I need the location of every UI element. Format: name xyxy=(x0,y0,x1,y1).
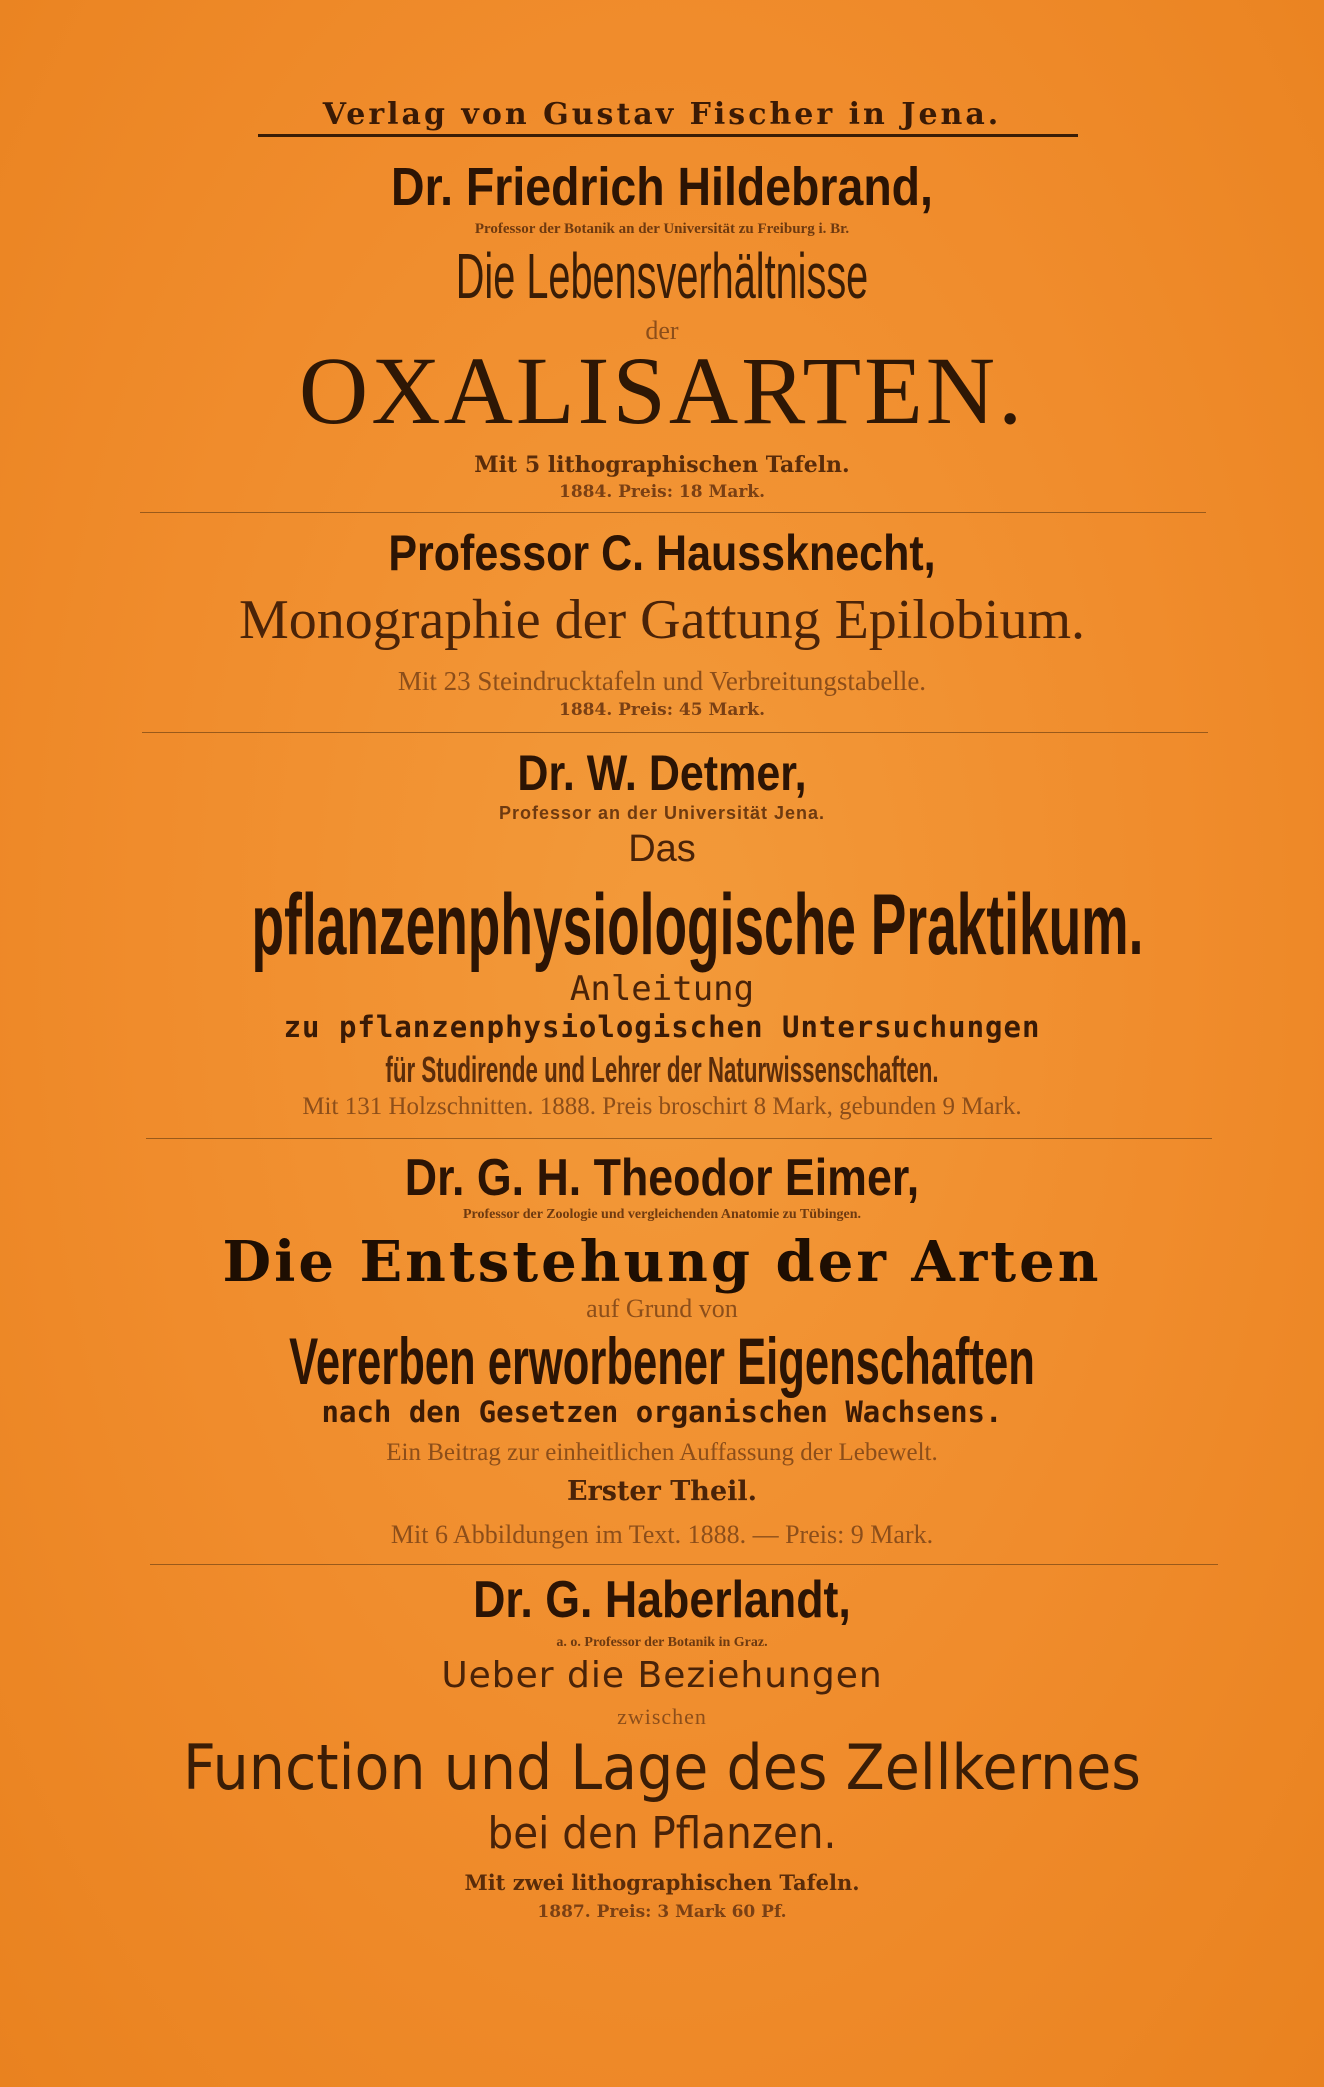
divider-2 xyxy=(142,732,1208,733)
book-3-audience: für Studirende und Lehrer der Naturwissenschaften. xyxy=(385,1049,939,1090)
book-5-title-main: Function und Lage des Zellkernes xyxy=(182,1731,1142,1804)
book-2-details: Mit 23 Steindrucktafeln und Verbreitungstabelle. xyxy=(397,666,927,696)
book-2-author: Professor C. Haussknecht, xyxy=(388,525,936,581)
book-3-year-price: Mit 131 Holzschnitten. 1888. Preis broschirt 8 Mark, gebunden 9 Mark. xyxy=(302,1093,1022,1120)
book-5-affiliation: a. o. Professor der Botanik in Graz. xyxy=(556,1635,768,1650)
book-4-author: Dr. G. H. Theodor Eimer, xyxy=(404,1149,920,1207)
book-1-author: Dr. Friedrich Hildebrand, xyxy=(391,157,933,217)
book-1-details: Mit 5 lithographischen Tafeln. xyxy=(474,452,850,478)
book-1-affiliation: Professor der Botanik an der Universität zu Freiburg i. Br. xyxy=(474,221,850,237)
book-5-title-pflanzen: bei den Pflanzen. xyxy=(487,1808,837,1859)
book-1-title-main: OXALISARTEN. xyxy=(298,337,1026,444)
publisher-heading: Verlag von Gustav Fischer in Jena. xyxy=(322,97,1002,132)
book-1-title-der: der xyxy=(645,316,679,345)
book-5-title-zwischen: zwischen xyxy=(617,1704,707,1729)
book-5-details: Mit zwei lithographischen Tafeln. xyxy=(464,1870,860,1895)
book-4-beitrag: Ein Beitrag zur einheitlichen Auffassung der Lebewelt. xyxy=(386,1439,938,1466)
book-4-subtitle: nach den Gesetzen organischen Wachsens. xyxy=(321,1395,1003,1429)
book-3-title-das: Das xyxy=(628,828,696,870)
publisher-underline xyxy=(258,134,1078,137)
book-1-year-price: 1884. Preis: 18 Mark. xyxy=(559,482,765,502)
book-3-anleitung: Anleitung xyxy=(569,969,755,1009)
book-4-title-auf: auf Grund von xyxy=(586,1294,738,1323)
book-5-author: Dr. G. Haberlandt, xyxy=(473,1571,851,1629)
book-2-year-price: 1884. Preis: 45 Mark. xyxy=(559,700,765,720)
book-4-title-vererben: Vererben erworbener Eigenschaften xyxy=(289,1324,1035,1398)
book-3-title-main: pflanzenphysiologische Praktikum. xyxy=(251,877,1144,973)
book-4-affiliation: Professor der Zoologie und vergleichenden Anatomie zu Tübingen. xyxy=(463,1207,861,1222)
book-3-affiliation: Professor an der Universität Jena. xyxy=(498,803,826,823)
divider-1 xyxy=(140,512,1206,513)
book-4-year-price: Mit 6 Abbildungen im Text. 1888. — Preis: 9 Mark. xyxy=(390,1520,934,1549)
book-5-year-price: 1887. Preis: 3 Mark 60 Pf. xyxy=(537,1902,787,1922)
book-5-title-ueber: Ueber die Beziehungen xyxy=(441,1655,883,1696)
divider-4 xyxy=(150,1564,1218,1565)
book-1-title: Die Lebensverhältnisse xyxy=(455,240,869,312)
book-4-title-main: Die Entstehung der Arten xyxy=(222,1229,1102,1295)
book-2-title: Monographie der Gattung Epilobium. xyxy=(238,589,1086,651)
book-3-subtitle: zu pflanzenphysiologischen Untersuchungen xyxy=(283,1010,1041,1044)
book-4-part: Erster Theil. xyxy=(566,1476,758,1507)
book-3-author: Dr. W. Detmer, xyxy=(517,745,807,801)
divider-3 xyxy=(146,1138,1212,1139)
